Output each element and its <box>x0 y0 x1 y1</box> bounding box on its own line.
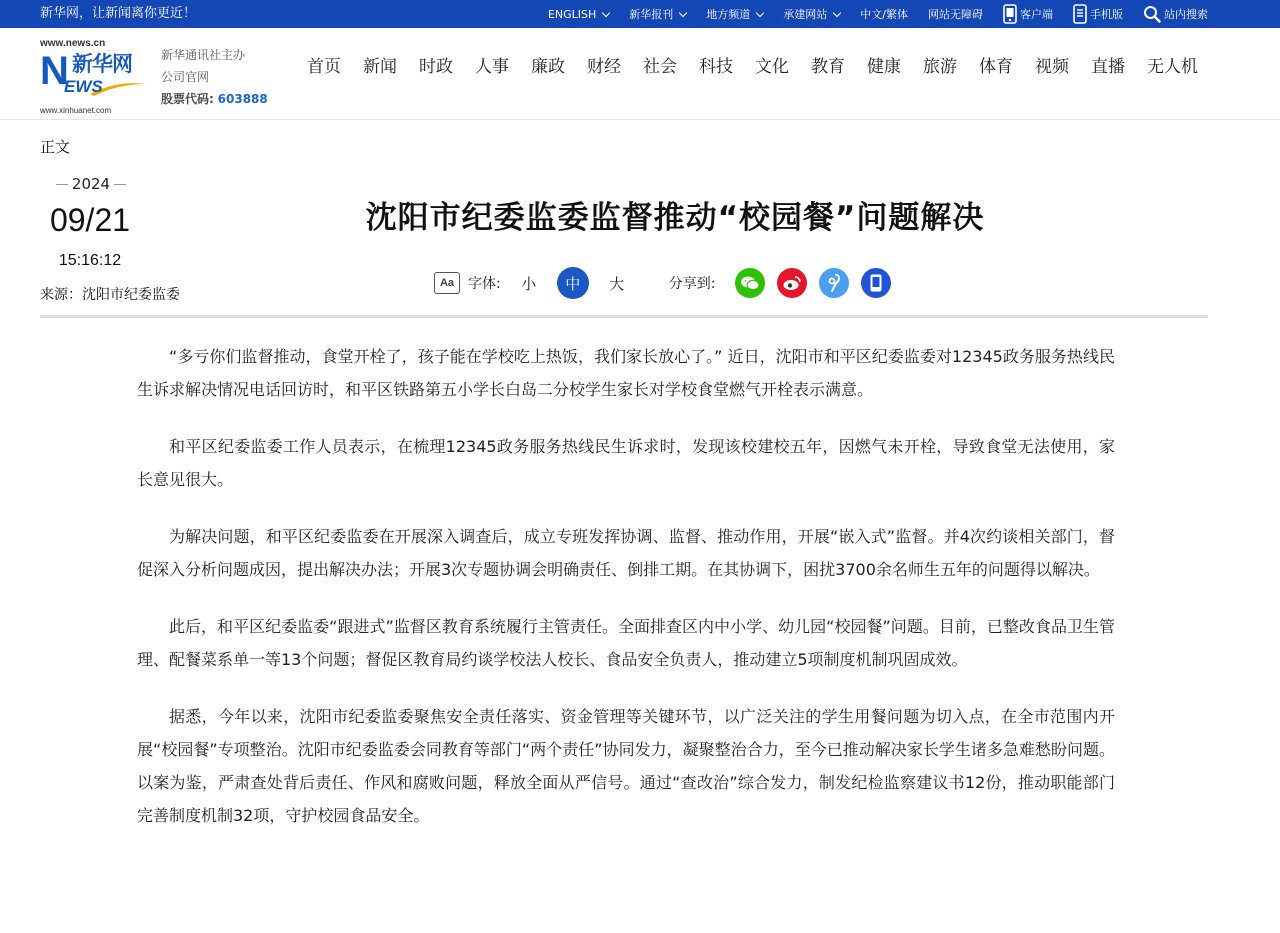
nav-item-personnel[interactable]: 人事 <box>475 57 509 77</box>
top-link-label: 客户端 <box>1020 8 1053 21</box>
top-link-label: 承建网站 <box>783 8 828 21</box>
top-link-label: 地方频道 <box>706 8 751 21</box>
nav-item-society[interactable]: 社会 <box>643 57 677 77</box>
font-size-medium-button[interactable]: 中 <box>557 267 589 299</box>
nav-item-culture[interactable]: 文化 <box>755 57 789 77</box>
article-paragraph: 和平区纪委监委工作人员表示，在梳理12345政务服务热线民生诉求时，发现该校建校五年，因燃气未开栓，导致食堂无法使用，家长意见很大。 <box>137 437 1115 489</box>
top-link-label: 新华报刊 <box>629 8 674 21</box>
publish-year: 2024 <box>56 175 126 193</box>
chevron-down-icon <box>679 8 687 16</box>
stock-code[interactable]: 603888 <box>217 92 268 106</box>
nav-item-travel[interactable]: 旅游 <box>923 57 957 77</box>
article-tools <box>434 266 891 300</box>
article-title: 沈阳市纪委监委监督推动“校园餐”问题解决 <box>365 200 985 236</box>
top-link-label: 手机版 <box>1090 8 1123 21</box>
chevron-down-icon <box>602 8 610 16</box>
top-link-client-app[interactable] <box>1003 4 1053 24</box>
top-link-traditional[interactable] <box>860 6 908 22</box>
nav-item-news[interactable]: 新闻 <box>363 57 397 77</box>
top-link-site-search[interactable] <box>1143 5 1208 23</box>
logo-url-top: www.news.cn <box>40 38 106 49</box>
main-nav <box>307 52 1198 77</box>
corp-line-2: 公司官网 <box>161 70 210 84</box>
nav-item-finance[interactable]: 财经 <box>587 57 621 77</box>
top-bar <box>0 0 1280 28</box>
title-divider <box>40 315 1208 318</box>
site-slogan: 新华网，让新闻离你更近！ <box>40 6 197 21</box>
font-size-large-button[interactable]: 大 <box>609 274 625 293</box>
logo-n-letter: N <box>40 49 69 93</box>
article-paragraph: 据悉，今年以来，沈阳市纪委监委聚焦安全责任落实、资金管理等关键环节，以广泛关注的学生用餐问题为切入点，在全市范围内开展“校园餐”专项整治。沈阳市纪委监委会同教育等部门“两个责任”协同发力，凝聚整治合力，至今已推动解决家长学生诸多急难愁盼问题。以案为鉴，严肃查处背后责任、作风和腐败问题，释放全面从严信号。通过“查改治”综合发力，制发纪检监察建议书12份，推动职能部门完善制度机制32项，守护校园食品安全。 <box>137 707 1115 825</box>
top-link-label: 中文/繁体 <box>860 8 908 21</box>
xinhuanet-logo[interactable] <box>38 38 133 118</box>
font-size-label: 字体: <box>468 276 501 292</box>
nav-item-education[interactable]: 教育 <box>811 57 845 77</box>
corp-line-1: 新华通讯社主办 <box>161 48 246 62</box>
top-link-label: ENGLISH <box>547 7 597 21</box>
publish-time: 15:16:12 <box>58 252 122 269</box>
stock-label: 股票代码: <box>161 92 214 106</box>
top-link-english[interactable] <box>548 8 609 21</box>
top-links <box>528 0 1208 28</box>
mobile-icon <box>869 273 883 293</box>
chevron-down-icon <box>833 8 841 16</box>
article-paragraph: 为解决问题，和平区纪委监委在开展深入调查后，成立专班发挥协调、监督、推动作用，开展“嵌入式”监督。并4次约谈相关部门，督促深入分析问题成因，提出解决办法；开展3次专题协调会明确责任、倒排工期。在其协调下，困扰3700余名师生五年的问题得以解决。 <box>137 527 1115 579</box>
share-wechat-button[interactable] <box>735 268 765 298</box>
article-source: 来源：沈阳市纪委监委 <box>40 287 180 303</box>
nav-item-drone[interactable]: 无人机 <box>1147 57 1198 77</box>
link-icon <box>826 273 842 293</box>
share-mobile-button[interactable] <box>861 268 891 298</box>
breadcrumb[interactable]: 正文 <box>40 138 71 156</box>
stock-info <box>161 88 268 110</box>
top-link-accessibility[interactable] <box>928 6 983 22</box>
share-link-button[interactable] <box>819 268 849 298</box>
top-link-local-channels[interactable] <box>706 6 763 22</box>
publish-month-day: 09/21 <box>49 202 131 238</box>
weibo-icon <box>782 275 802 291</box>
top-link-label: 网站无障碍 <box>928 8 983 21</box>
nav-item-sports[interactable]: 体育 <box>979 57 1013 77</box>
article-paragraph: “多亏你们监督推动，食堂开栓了，孩子能在学校吃上热饭，我们家长放心了。” 近日，沈阳市和平区纪委监委对12345政务服务热线民生诉求解决情况电话回访时，和平区铁路第五小学长白岛二分校学生家长对学校食堂燃气开栓表示满意。 <box>137 347 1115 399</box>
nav-item-tech[interactable]: 科技 <box>699 57 733 77</box>
share-label: 分享到: <box>668 276 716 292</box>
search-icon <box>1143 5 1161 23</box>
font-size-small-button[interactable]: 小 <box>521 274 537 293</box>
top-link-hosted-sites[interactable] <box>783 6 840 22</box>
nav-item-health[interactable]: 健康 <box>867 57 901 77</box>
logo-cn-name: 新华网 <box>72 52 132 76</box>
top-link-mobile[interactable] <box>1073 4 1123 24</box>
logo-ews-letters: EWS <box>64 77 103 96</box>
phone-icon <box>1003 4 1017 24</box>
wechat-icon <box>740 275 760 291</box>
top-link-newspapers[interactable] <box>629 6 686 22</box>
share-weibo-button[interactable] <box>777 268 807 298</box>
top-link-label: 站内搜索 <box>1164 8 1208 21</box>
nav-item-politics[interactable]: 时政 <box>419 57 453 77</box>
nav-item-video[interactable]: 视频 <box>1035 57 1069 77</box>
site-header <box>0 28 1280 120</box>
logo-url-bottom: www.xinhuanet.com <box>40 106 112 115</box>
article-paragraph: 此后，和平区纪委监委“跟进式”监督区教育系统履行主管责任。全面排查区内中小学、幼儿园“校园餐”问题。目前，已整改食品卫生管理、配餐菜系单一等13个问题；督促区教育局约谈学校法人校长、食品安全负责人，推动建立5项制度机制巩固成效。 <box>137 617 1115 669</box>
font-size-icon: Aa <box>434 272 460 294</box>
nav-item-live[interactable]: 直播 <box>1091 57 1125 77</box>
nav-item-home[interactable]: 首页 <box>307 57 341 77</box>
chevron-down-icon <box>756 8 764 16</box>
corp-info <box>161 44 268 110</box>
mobile-icon <box>1073 4 1087 24</box>
article-body <box>137 340 1115 856</box>
nav-item-integrity[interactable]: 廉政 <box>531 57 565 77</box>
